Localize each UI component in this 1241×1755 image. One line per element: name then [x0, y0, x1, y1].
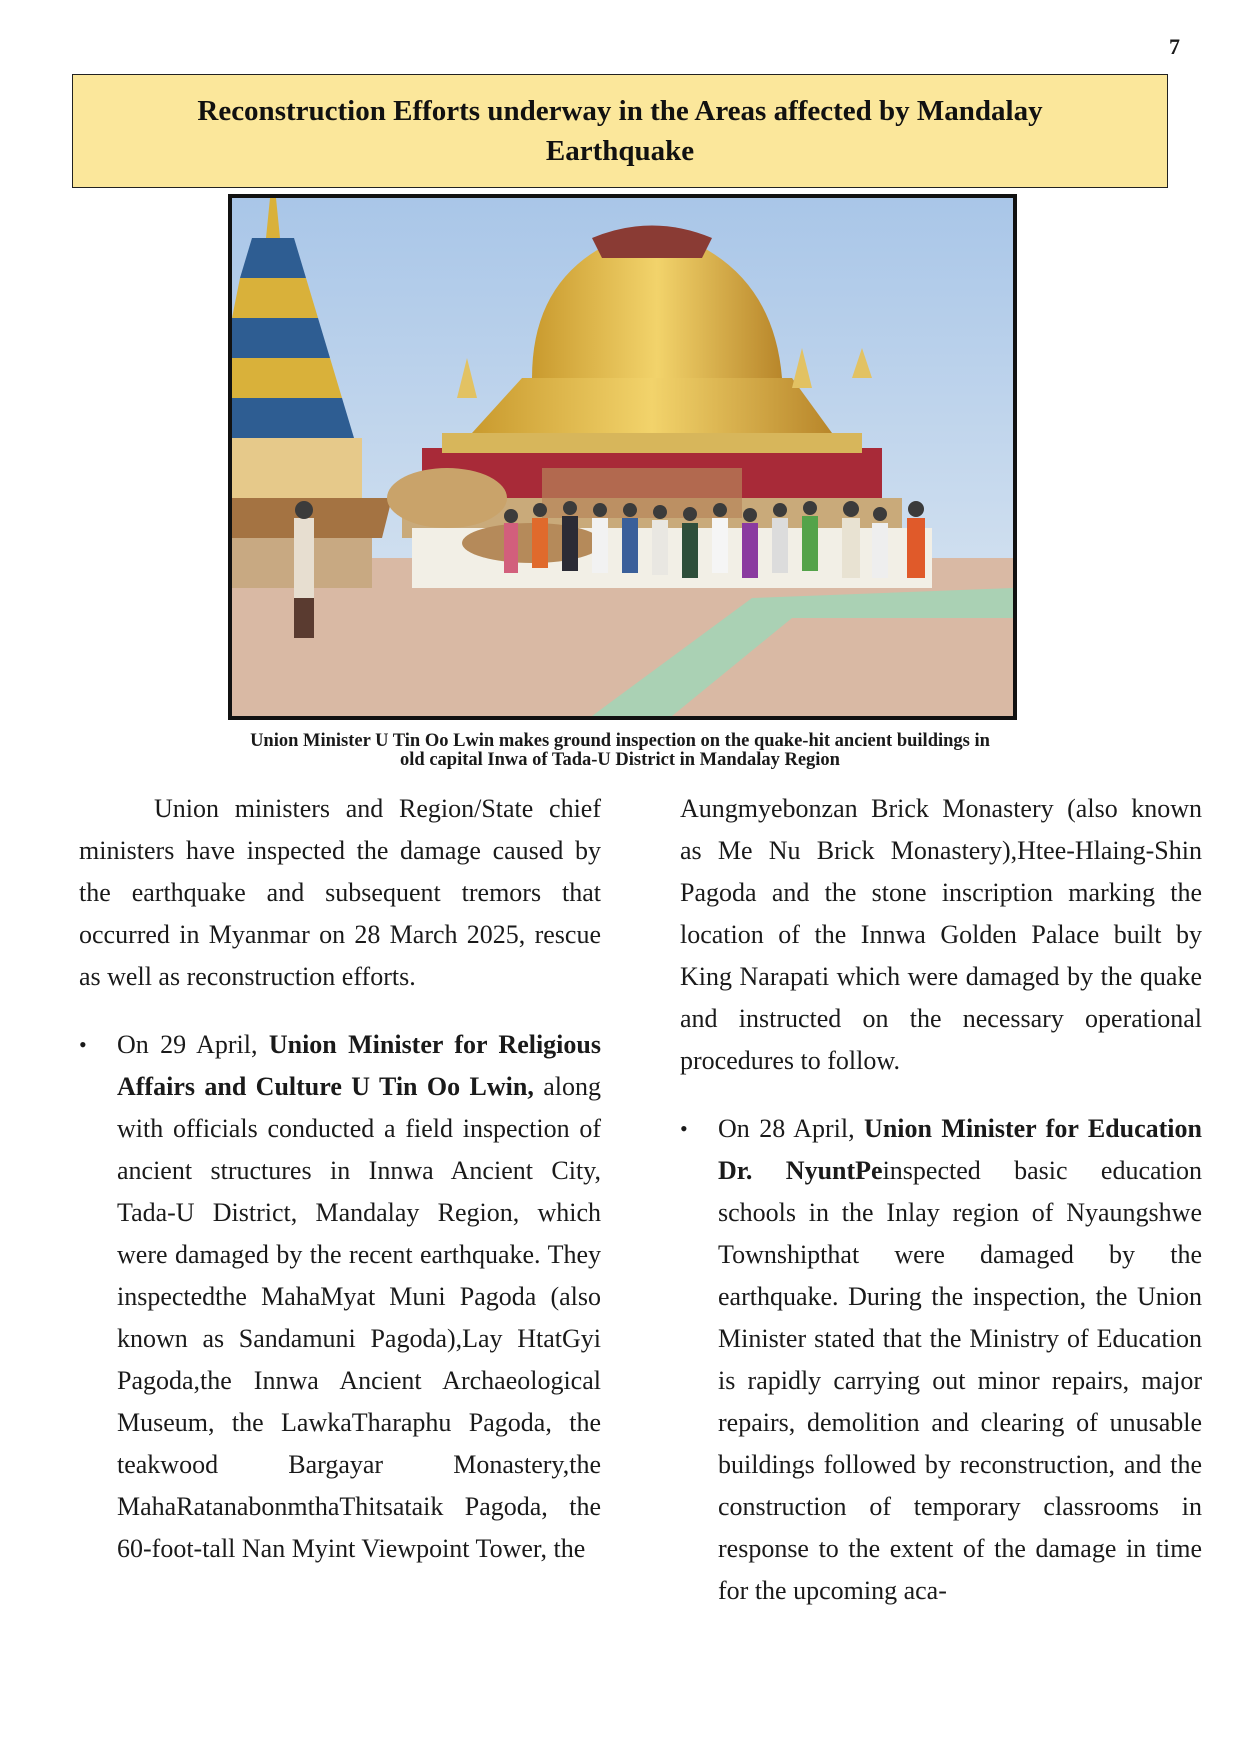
- bullet-date: On 29 April,: [117, 1030, 269, 1059]
- page-title: Reconstruction Efforts underway in the Areas affected by Mandalay Earthquake: [197, 95, 1043, 167]
- bullet-item-religious-affairs: [79, 1024, 601, 1570]
- minister-name: Union Minister for Education Dr. NyuntPe: [718, 1114, 1202, 1185]
- left-column: [79, 788, 601, 1570]
- pagoda-photo-illustration: [232, 198, 1013, 716]
- inspection-photo: [228, 194, 1017, 720]
- bullet-continuation: Aungmyebonzan Brick Monastery (also known as Me Nu Brick Monastery),Htee-Hlaing-Shin Pagoda and the stone inscription marking the location of the Innwa Golden Palace built by King Narapati which were damaged by the quake and instructed on the necessary operational procedures to follow.: [680, 794, 1202, 1075]
- intro-paragraph: Union ministers and Region/State chief ministers have inspected the damage caused by the earthquake and subsequent tremors that occurred in Myanmar on 28 March 2025, rescue as well as reconstruction efforts.: [79, 794, 601, 991]
- bullet-marker: •: [79, 1032, 87, 1057]
- page-number: 7: [1169, 34, 1180, 59]
- title-banner: [72, 74, 1168, 188]
- minister-name: Union Minister for Religious Affairs and Culture U Tin Oo Lwin,: [117, 1030, 601, 1101]
- bullet-body: along with officials conducted a field inspection of ancient structures in Innwa Ancient City, Tada-U District, Mandalay Region, which were damaged by the recent earthquake. They inspectedthe MahaMyat Muni Pagoda (also known as Sandamuni Pagoda),Lay HtatGyi Pagoda,the Innwa Ancient Archaeological Museum, the LawkaTharaphu Pagoda, the teakwood Bargayar Monastery,the MahaRatanabonmthaThitsataik Pagoda, the 60-foot-tall Nan Myint Viewpoint Tower, the: [117, 1072, 601, 1563]
- caption-line-1: Union Minister U Tin Oo Lwin makes ground inspection on the quake-hit ancient buildings in: [250, 731, 990, 751]
- bullet-marker: •: [680, 1116, 688, 1141]
- right-column: [680, 788, 1202, 1612]
- bullet-item-education: [680, 1108, 1202, 1612]
- caption-line-2: old capital Inwa of Tada-U District in Mandalay Region: [400, 750, 840, 770]
- bullet-body: inspected basic education schools in the Inlay region of Nyaungshwe Townshipthat were damaged by the earthquake. During the inspection, the Union Minister stated that the Ministry of Education is rapidly carrying out minor repairs, major repairs, demolition and clearing of unusable buildings followed by reconstruction, and the construction of temporary classrooms in response to the extent of the damage in time for the upcoming aca-: [718, 1156, 1202, 1605]
- photo-caption: [170, 732, 1070, 770]
- bullet-date: On 28 April,: [718, 1114, 865, 1143]
